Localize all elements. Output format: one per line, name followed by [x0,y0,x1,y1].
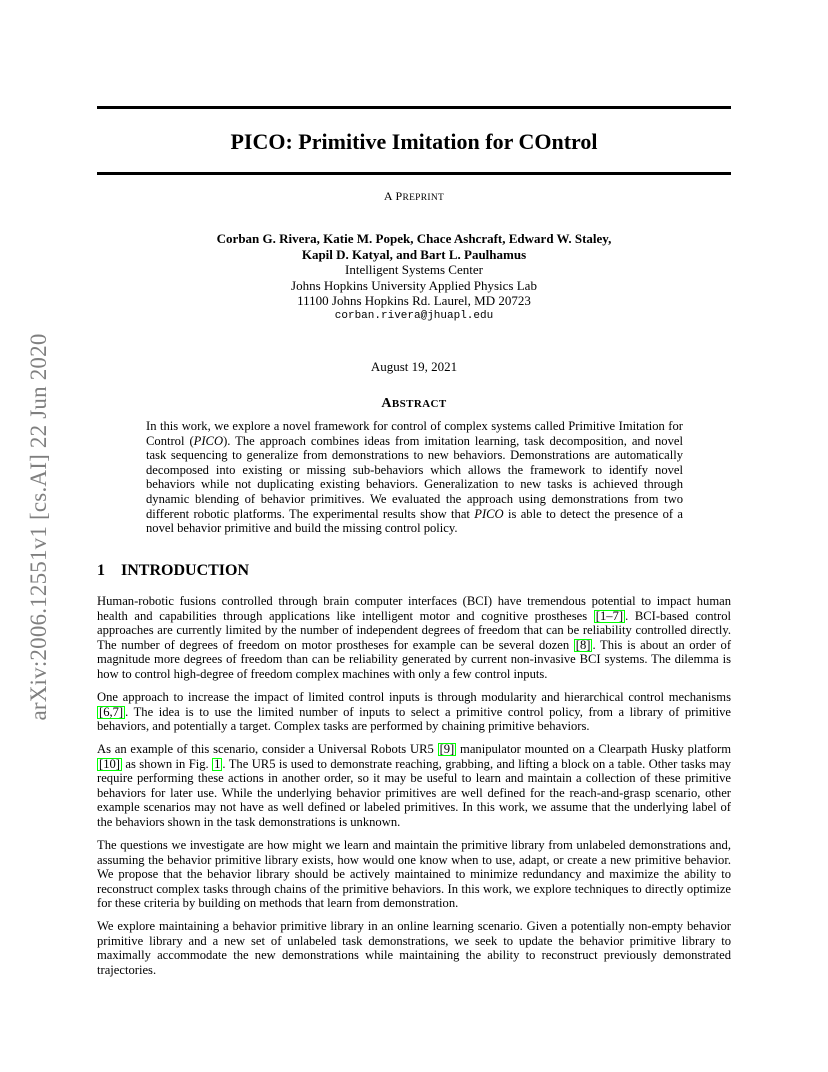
p1-text-b: . BCI-based control approaches are currently limited by the number of independent degrees of freedom that can be reliability controlled directly. The number of degrees of freedom on motor prostheses for example can be several dozen [97,608,731,652]
p1-text-a: Human-robotic fusions controlled through brain computer interfaces (BCI) have tremendous potential to impact human health and capabilities through applications like intelligent motor and cognitive prostheses [97,594,731,623]
figure-reference-link[interactable]: 1 [214,756,221,771]
citation-link[interactable]: [10] [99,756,120,771]
citation-link[interactable]: [1–7] [595,608,624,623]
title-rule-bottom [97,172,731,175]
p1-text-c: . This is about an order of magnitude more degrees of freedom than can be reliability generated by current non-invasive BCI systems. The dilemma is how to control high-degree of freedom complex machines with only a few control inputs. [97,637,732,681]
abstract-text [146,419,683,536]
preprint-label [97,188,731,206]
intro-paragraph-1 [97,594,731,682]
p3-text-b: manipulator mounted on a Clearpath Husky platform [456,742,731,756]
author-block [97,231,731,325]
citation-link[interactable]: [6,7] [99,704,124,719]
intro-paragraph-5: We explore maintaining a behavior primitive library in an online learning scenario. Given a potentially non-empty behavior primitive library and a new set of unlabeled task demonstrations, we seek to update the behavior primitive library to maximally accommodate the new demonstrations while maintaining the ability to reconstruct previously demonstrated trajectories. [97,919,731,977]
author-names-line-2: Kapil D. Katyal, and Bart L. Paulhamus [301,246,527,262]
abstract-heading-smallcaps: BSTRACT [391,398,447,410]
abstract-text-part-b: ). The approach combines ideas from imitation learning, task decomposition, and novel task sequencing to generalize from demonstrations to new behaviors. Demonstrations are automatically decomposed into existing or missing sub-behaviors which allows the framework to identify novel behaviors while not duplicating existing behaviors. Generalization to new tasks is achieved through dynamic blending of behavior primitives. We evaluated the approach using demonstrations from two different robotic platforms. The experimental results show that [146,433,683,521]
p2-text-b: . The idea is to use the limited number of inputs to select a primitive control policy, from a library of primitive behaviors, and potentially a target. Complex tasks are performed by chaining primitive behaviors. [97,704,731,734]
arxiv-identifier-text: arXiv:2006.12551v1 [cs.AI] 22 Jun 2020 [26,333,51,721]
abstract-text-part-a: In this work, we explore a novel framework for control of complex systems called Primitive Imitation for Control ( [146,419,683,448]
affiliation-address: 11100 Johns Hopkins Rd. Laurel, MD 20723 [297,293,531,309]
abstract-heading [97,395,731,413]
affiliation-line-1: Intelligent Systems Center [345,262,483,278]
author-email[interactable]: corban.rivera@jhuapl.edu [334,309,494,322]
intro-paragraph-2 [97,690,731,734]
pico-math-1: PICO [193,433,224,448]
paper-date: August 19, 2021 [370,359,458,374]
citation-link[interactable]: [8] [575,637,591,652]
intro-paragraph-3 [97,742,731,830]
citation-link[interactable]: [9] [439,742,455,756]
affiliation-line-2: Johns Hopkins University Applied Physics Lab [291,277,537,293]
preprint-label-smallcaps: REPRINT [402,193,445,203]
section-number: 1 [97,562,105,579]
paper-title: PICO: Primitive Imitation for COntrol [230,129,598,154]
p3-text-a: As an example of this scenario, consider a Universal Robots UR5 [97,742,438,756]
abstract-text-part-c: is able to detect the presence of a novel behavior primitive and build the missing control policy. [146,506,684,536]
intro-paragraph-4: The questions we investigate are how might we learn and maintain the primitive library from unlabeled demonstrations and, assuming the behavior primitive library exists, how would one know when to use, adapt, or create a new primitive behavior. We propose that the behavior library should be actively maintained to minimize redundancy and maximize the ability to reconstruct complex tasks through chains of the primitive behaviors. In this work, we explore techniques to directly optimize for these criteria by building on methods that learn from demonstration. [97,838,731,911]
pico-math-2: PICO [474,506,504,521]
abstract-heading-initial: A [381,396,392,411]
section-heading-introduction [97,561,249,581]
p2-text-a: One approach to increase the impact of limited control inputs is through modularity and hierarchical control mechanisms [97,690,731,704]
author-names-line-1: Corban G. Rivera, Katie M. Popek, Chace Ashcraft, Edward W. Staley, [216,231,612,246]
section-title: INTRODUCTION [121,562,250,579]
p3-text-d: . The UR5 is used to demonstrate reaching, grabbing, and lifting a block on a table. Other tasks may require performing these actions in another order, so it may be useful to learn and maintain a collection of these primitive behaviors for later use. While the underlying behavior primitives are well defined for the reach-and-grasp scenario, other example scenarios may not have as well defined or labeled primitives. In this work, we assume that the underlying label of the behaviors shown in the task demonstrations is unknown. [97,756,731,829]
p3-text-c: as shown in Fig. [121,756,213,771]
title-rule-top [97,106,731,109]
preprint-label-initial: A P [383,189,403,203]
